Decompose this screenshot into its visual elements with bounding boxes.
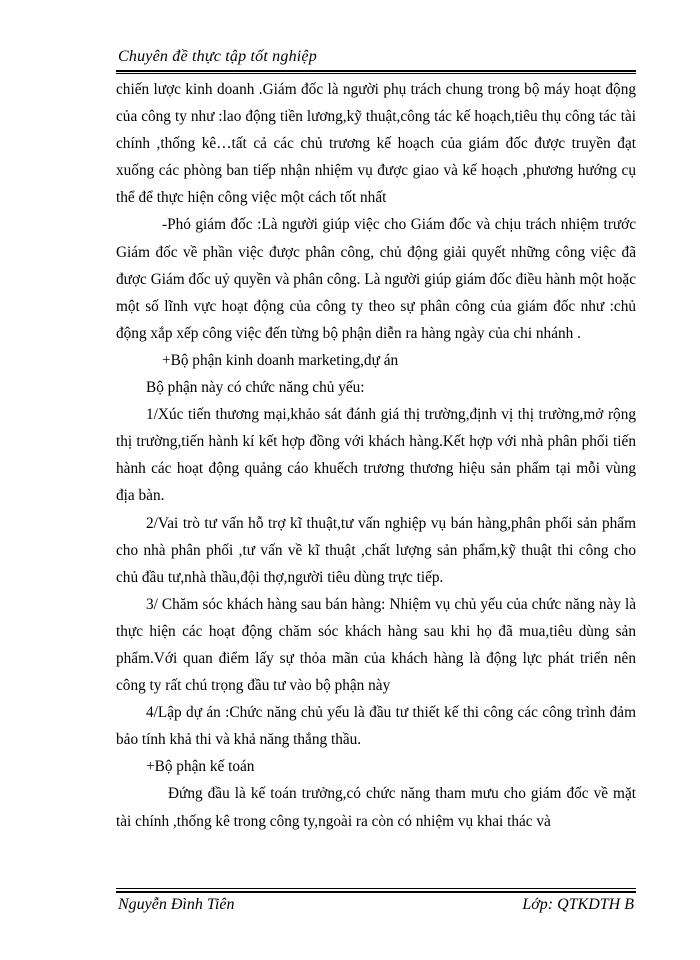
paragraph-2: -Phó giám đốc :Là người giúp việc cho Giám đốc và chịu trách nhiệm trước Giám đốc về phần việc được phân công, chủ động giải quyết những công việc đã được Giám đốc uỷ quyền và phân công. Là người giúp giám đốc điều hành một hoặc một số lĩnh vực hoạt động của công ty theo sự phân công của giám đốc như :chủ động xắp xếp công việc đến từng bộ phận diễn ra hàng ngày của chi nhánh . (116, 216, 636, 342)
header-rule-thin (116, 73, 636, 74)
footer-rule (116, 891, 636, 893)
paragraph-3: +Bộ phận kinh doanh marketing,dự án (162, 351, 399, 369)
paragraph-5: 1/Xúc tiến thương mại,khảo sát đánh giá thị trường,định vị thị trường,mở rộng thị trường,tiến hành kí kết hợp đồng với khách hàng.Kết hợp với nhà phân phối tiến hành các hoạt động quảng cáo khuếch trương thương hiệu sản phẩm tại mỗi vùng địa bàn. (116, 406, 636, 505)
paragraph-8: 4/Lập dự án :Chức năng chủ yếu là đầu tư thiết kế thi công các công trình đảm bảo tính khả thi và khả năng thắng thầu. (116, 704, 636, 749)
body-text (116, 76, 636, 835)
header-rule (116, 70, 636, 72)
paragraph-1: chiến lược kinh doanh .Giám đốc là người phụ trách chung trong bộ máy hoạt động của công ty như :lao động tiền lương,kỹ thuật,công tác kế hoạch,tiêu thụ công tác tài chính ,thống kê…tất cả các chủ trương kế hoạch của giám đốc được truyền đạt xuống các phòng ban tiếp nhận nhiệm vụ được giao và kế hoạch ,phương hướng cụ thể để thực hiện công việc một cách tốt nhất (116, 81, 636, 207)
paragraph-9: +Bộ phận kế toán (146, 758, 255, 776)
footer-author: Nguyễn Đình Tiên (118, 896, 235, 913)
footer-rule-thin (116, 888, 636, 889)
paragraph-10: Đứng đầu là kế toán trưởng,có chức năng tham mưu cho giám đốc về mặt tài chính ,thống kê trong công ty,ngoài ra còn có nhiệm vụ khai thác và (116, 785, 636, 830)
paragraph-4: Bộ phận này có chức năng chủ yếu: (146, 379, 365, 397)
page-header-title: Chuyên đề thực tập tốt nghiệp (118, 48, 317, 65)
paragraph-7: 3/ Chăm sóc khách hàng sau bán hàng: Nhiệm vụ chủ yếu của chức năng này là thực hiện các hoạt động chăm sóc khách hàng sau khi họ đã mua,tiêu dùng sản phẩm.Với quan điểm lấy sự thỏa mãn của khách hàng là động lực phát triển nên công ty rất chú trọng đầu tư vào bộ phận này (116, 595, 636, 695)
paragraph-6: 2/Vai trò tư vấn hỗ trợ kĩ thuật,tư vấn nghiệp vụ bán hàng,phân phối sản phẩm cho nhà phân phối ,tư vấn về kĩ thuật ,chất lượng sản phẩm,kỹ thuật thi công cho chủ đầu tư,nhà thầu,đội thợ,người tiêu dùng trực tiếp. (116, 514, 636, 586)
footer-class: Lớp: QTKDTH B (522, 896, 634, 913)
